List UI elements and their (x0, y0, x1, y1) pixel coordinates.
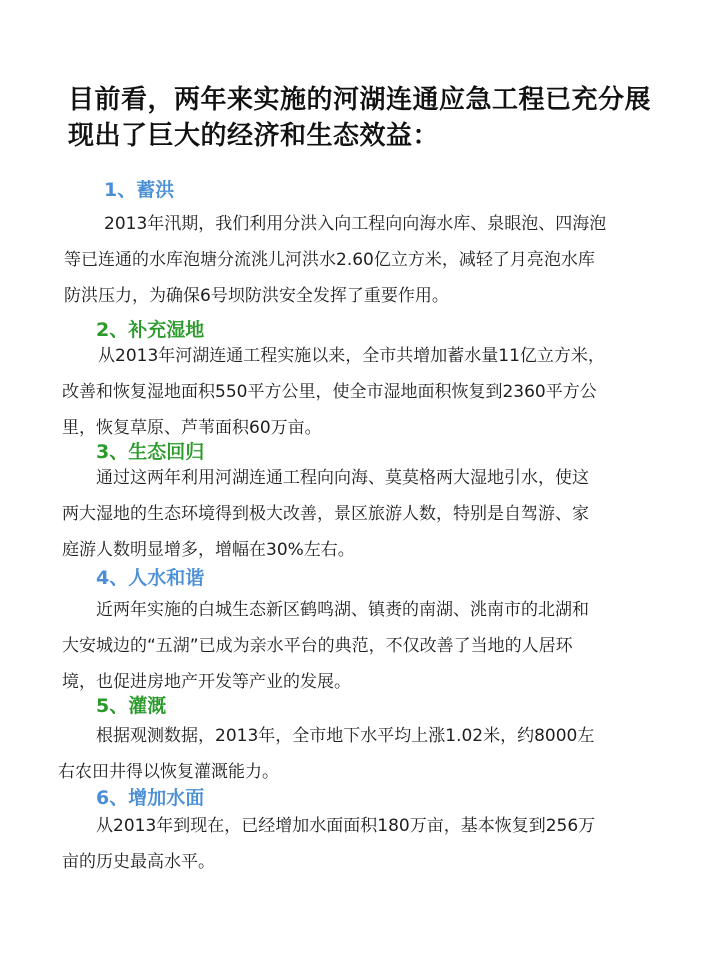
paragraph-line: 从2013年河湖连通工程实施以来，全市共增加蓄水量11亿立方米， (98, 346, 605, 366)
paragraph-line: 从2013年到现在，已经增加水面面积180万亩，基本恢复到256万 (96, 816, 596, 836)
paragraph-line: 防洪压力，为确保6号坝防洪安全发挥了重要作用。 (64, 286, 449, 306)
paragraph-line: 境，也促进房地产开发等产业的发展。 (62, 672, 351, 692)
paragraph-line: 2013年汛期，我们利用分洪入向工程向向海水库、泉眼泡、四海泡 (104, 214, 607, 234)
section-paragraph-flood-storage (64, 206, 664, 314)
section-paragraph-water-surface (62, 808, 662, 880)
section-paragraph-irrigation (58, 718, 658, 790)
section-heading-flood-storage: 1、蓄洪 (104, 179, 175, 201)
page-title (68, 82, 678, 154)
section-heading-human-water-harmony: 4、人水和谐 (96, 567, 205, 589)
paragraph-line: 等已连通的水库泡塘分流洮儿河洪水2.60亿立方米，减轻了月亮泡水库 (64, 250, 595, 270)
paragraph-line: 亩的历史最高水平。 (62, 852, 215, 872)
paragraph-line: 近两年实施的白城生态新区鹤鸣湖、镇赉的南湖、洮南市的北湖和 (96, 600, 589, 620)
section-paragraph-ecology-return (62, 460, 662, 568)
section-heading-wetland-replenish: 2、补充湿地 (96, 319, 205, 341)
paragraph-line: 里，恢复草原、芦苇面积60万亩。 (62, 418, 322, 438)
section-heading-ecology-return: 3、生态回归 (96, 441, 205, 463)
section-heading-water-surface: 6、增加水面 (96, 787, 205, 809)
section-paragraph-wetland-replenish (62, 338, 662, 446)
paragraph-line: 大安城边的“五湖”已成为亲水平台的典范，不仅改善了当地的人居环 (62, 636, 573, 656)
paragraph-line: 通过这两年利用河湖连通工程向向海、莫莫格两大湿地引水，使这 (96, 468, 589, 488)
paragraph-line: 右农田井得以恢复灌溉能力。 (58, 762, 279, 782)
paragraph-line: 根据观测数据，2013年，全市地下水平均上涨1.02米，约8000左 (96, 726, 595, 746)
section-heading-irrigation: 5、灌溉 (96, 695, 167, 717)
paragraph-line: 改善和恢复湿地面积550平方公里，使全市湿地面积恢复到2360平方公 (62, 382, 597, 402)
paragraph-line: 庭游人数明显增多，增幅在30%左右。 (62, 540, 355, 560)
section-paragraph-human-water-harmony (62, 592, 662, 700)
paragraph-line: 两大湿地的生态环境得到极大改善，景区旅游人数，特别是自驾游、家 (62, 504, 589, 524)
title-line: 目前看，两年来实施的河湖连通应急工程已充分展 (68, 85, 652, 115)
title-line: 现出了巨大的经济和生态效益： (68, 121, 440, 151)
